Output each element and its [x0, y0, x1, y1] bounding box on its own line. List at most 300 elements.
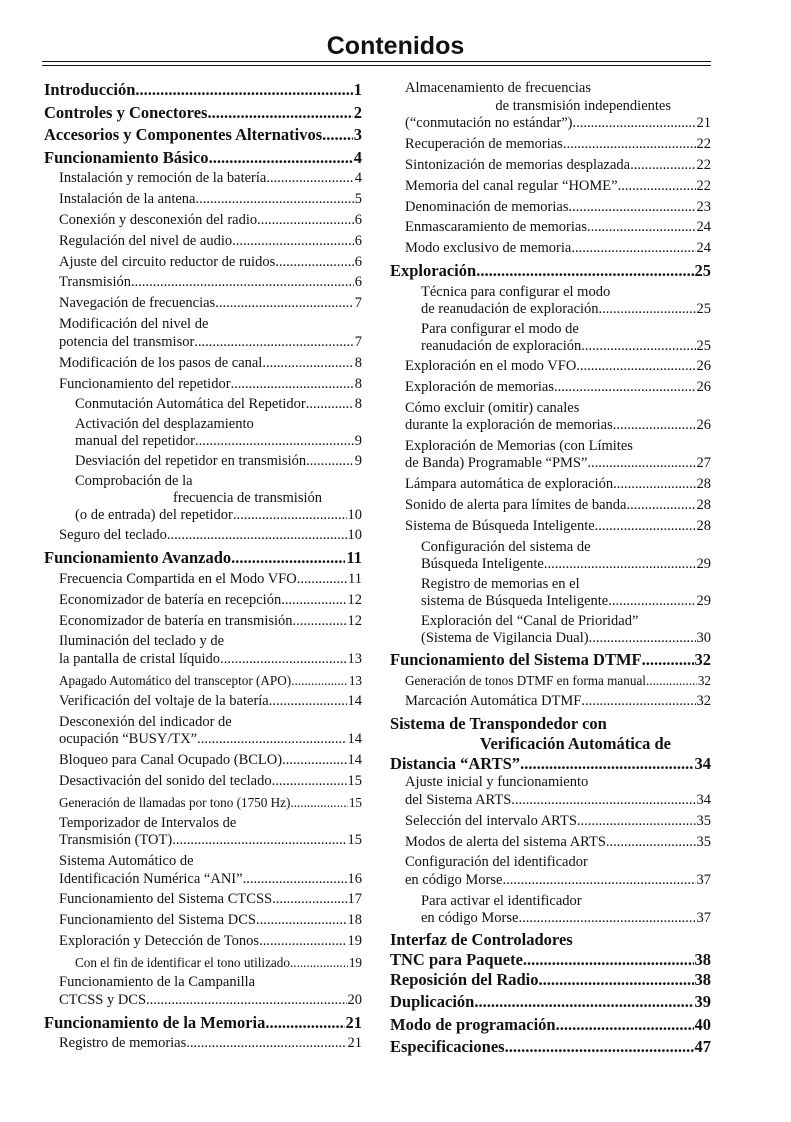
toc-entry	[44, 316, 362, 351]
toc-page-number: 1	[353, 80, 362, 99]
toc-entry-title: de Banda) Programable “PMS”	[405, 455, 588, 472]
toc-entry	[390, 613, 711, 647]
toc-page-number: 9	[354, 433, 362, 450]
toc-page-number: 22	[696, 135, 711, 152]
dot-leader	[502, 872, 695, 890]
toc-entry-title-line: Configuración del sistema de	[421, 538, 591, 555]
toc-page-number: 37	[696, 909, 711, 926]
dot-leader	[232, 233, 354, 251]
toc-entry-title: Memoria del canal regular “HOME”	[405, 177, 618, 194]
toc-entry	[390, 774, 711, 809]
page-title: Contenidos	[326, 32, 465, 60]
toc-entry-title-line: Sistema de Transpondedor con	[390, 714, 607, 734]
toc-entry-title: Introducción	[44, 80, 136, 99]
toc-page-number: 15	[347, 772, 362, 789]
dot-leader	[568, 199, 695, 217]
toc-entry	[44, 355, 362, 373]
toc-page-number: 38	[694, 969, 711, 989]
toc-entry-title: Funcionamiento del Sistema DTMF	[390, 649, 642, 669]
toc-entry	[390, 893, 711, 927]
toc-entry-title: Transmisión	[59, 274, 131, 291]
toc-page-number: 29	[696, 555, 711, 572]
toc-entry	[44, 527, 362, 545]
dot-leader	[293, 613, 347, 631]
toc-page-number: 12	[347, 612, 362, 629]
toc-page-number: 26	[696, 417, 711, 434]
dot-leader	[577, 813, 696, 831]
dot-leader	[587, 219, 696, 237]
toc-section-heading	[44, 103, 362, 123]
toc-entry	[44, 170, 362, 188]
toc-page-number: 28	[696, 497, 711, 514]
toc-entry	[390, 438, 711, 473]
dot-leader	[135, 80, 352, 100]
toc-entry-title: Conexión y desconexión del radio	[59, 211, 258, 228]
toc-page-number: 21	[345, 1012, 362, 1032]
dot-leader	[231, 548, 345, 568]
dot-leader	[571, 240, 695, 258]
toc-page-number: 6	[354, 232, 362, 249]
toc-entry-title: Ajuste del circuito reductor de ruidos	[59, 253, 276, 270]
dot-leader	[257, 212, 354, 230]
toc-page-number: 35	[696, 812, 711, 829]
toc-page-number: 18	[347, 912, 362, 929]
toc-page-number: 22	[696, 177, 711, 194]
toc-entry-title: Identificación Numérica “ANI”	[59, 870, 243, 887]
toc-entry	[44, 233, 362, 251]
toc-entry	[44, 853, 362, 888]
toc-entry-title-line: Modificación del nivel de	[59, 316, 209, 333]
toc-entry	[390, 80, 711, 133]
toc-entry	[44, 933, 362, 951]
toc-entry-title-line: Desconexión del indicador de	[59, 713, 232, 730]
toc-page-number: 35	[696, 833, 711, 850]
toc-entry-title-line: Exploración del “Canal de Prioridad”	[421, 612, 639, 629]
dot-leader	[520, 754, 693, 774]
toc-entry-title: Exploración y Detección de Tonos	[59, 933, 260, 950]
toc-entry-title: sistema de Búsqueda Inteligente	[421, 592, 609, 609]
dot-leader	[233, 507, 347, 524]
toc-page-number: 30	[696, 629, 711, 646]
toc-page-number: 11	[346, 548, 362, 568]
toc-entry	[390, 136, 711, 154]
toc-page-number: 26	[696, 357, 711, 374]
toc-entry-title: potencia del transmisor	[59, 333, 195, 350]
toc-entry-title: Bloqueo para Canal Ocupado (BCLO)	[59, 752, 283, 769]
toc-entry-title: Regulación del nivel de audio	[59, 232, 233, 249]
toc-entry	[44, 396, 362, 413]
toc-entry-title: Transmisión (TOT)	[59, 832, 173, 849]
dot-leader	[646, 672, 697, 690]
toc-page-number: 19	[347, 933, 362, 950]
toc-entry-title-line: Para activar el identificador	[421, 892, 582, 909]
dot-leader	[322, 125, 353, 145]
toc-entry	[390, 219, 711, 237]
dot-leader	[608, 593, 695, 610]
toc-entry	[44, 376, 362, 394]
toc-section-heading	[44, 125, 362, 145]
toc-entry-title: Marcación Automática DTMF	[405, 693, 582, 710]
dot-leader	[256, 912, 347, 930]
dot-leader	[539, 970, 694, 990]
toc-page-number: 13	[347, 650, 362, 667]
toc-page-number: 8	[354, 354, 362, 371]
toc-entry	[44, 714, 362, 749]
toc-page-number: 37	[696, 871, 711, 888]
toc-page-number: 13	[348, 672, 362, 688]
toc-entry	[44, 773, 362, 791]
toc-page-number: 38	[694, 949, 711, 969]
toc-entry-title: Selección del intervalo ARTS	[405, 812, 577, 829]
title-rule-top	[42, 61, 711, 62]
toc-entry-title: Conmutación Automática del Repetidor	[75, 396, 306, 413]
toc-page-number: 2	[353, 102, 362, 122]
toc-entry-title: Accesorios y Componentes Alternativos	[44, 125, 323, 144]
dot-leader	[275, 254, 354, 272]
toc-page-number: 40	[694, 1014, 711, 1034]
dot-leader	[306, 396, 354, 413]
toc-section-heading	[390, 992, 711, 1012]
toc-entry-title: de reanudación de exploración	[421, 300, 599, 317]
dot-leader	[146, 992, 346, 1010]
toc-entry-title: Reposición del Radio	[390, 969, 539, 989]
toc-entry-title: (o de entrada) del repetidor	[75, 507, 233, 524]
toc-page-number: 27	[696, 455, 711, 472]
toc-page-number: 15	[347, 832, 362, 849]
toc-page-number: 20	[347, 991, 362, 1008]
toc-entry-title-line: Verificación Automática de	[480, 734, 671, 754]
toc-entry-title: Desactivación del sonido del teclado	[59, 772, 272, 789]
dot-leader	[167, 527, 347, 545]
toc-page-number: 32	[696, 693, 711, 710]
dot-leader	[544, 556, 696, 573]
toc-page-number: 25	[696, 300, 711, 317]
toc-entry-title: ocupación “BUSY/TX”	[59, 731, 198, 748]
toc-entry-title: Modo exclusivo de memoria	[405, 240, 572, 257]
toc-entry	[44, 571, 362, 589]
toc-entry-title: Apagado Automático del transceptor (APO)	[59, 672, 292, 688]
toc-page-number: 7	[354, 295, 362, 312]
toc-entry-title: Frecuencia Compartida en el Modo VFO	[59, 570, 297, 587]
dot-leader	[606, 834, 696, 852]
toc-entry-title: Registro de memorias	[59, 1035, 187, 1052]
toc-section-heading	[390, 930, 711, 970]
toc-entry-title: Sistema de Búsqueda Inteligente	[405, 518, 595, 535]
dot-leader	[195, 191, 353, 209]
toc-page-number: 29	[696, 592, 711, 609]
toc-entry	[44, 672, 362, 690]
dot-leader	[194, 334, 353, 352]
toc-page-number: 8	[354, 375, 362, 392]
toc-section-heading	[390, 650, 711, 670]
toc-entry-title-line: Registro de memorias en el	[421, 575, 580, 592]
toc-entry-title: reanudación de exploración	[421, 337, 582, 354]
toc-page-number: 39	[694, 992, 711, 1012]
dot-leader	[186, 1035, 346, 1053]
toc-entry	[44, 633, 362, 668]
toc-entry	[390, 157, 711, 175]
dot-leader	[576, 358, 695, 376]
toc-section-heading	[44, 1013, 362, 1033]
toc-entry-title: Instalación y remoción de la batería	[59, 170, 267, 186]
toc-page-number: 25	[696, 337, 711, 354]
dot-leader	[587, 455, 695, 473]
toc-entry-title: Seguro del teclado	[59, 527, 167, 544]
dot-leader	[618, 178, 696, 196]
toc-entry-title: Denominación de memorias	[405, 198, 569, 215]
toc-entry-title: Modos de alerta del sistema ARTS	[405, 833, 606, 850]
toc-page-number: 7	[354, 333, 362, 350]
toc-entry-title-line: Configuración del identificador	[405, 854, 588, 871]
toc-entry-title: Duplicación	[390, 992, 475, 1012]
dot-leader	[209, 148, 353, 168]
dot-leader	[207, 103, 352, 123]
toc-entry	[390, 240, 711, 258]
toc-entry	[44, 752, 362, 770]
toc-entry-title: (Sistema de Vigilancia Dual)	[421, 629, 589, 646]
toc-entry	[44, 453, 362, 470]
toc-page-number: 4	[353, 147, 362, 167]
toc-entry-title: Controles y Conectores	[44, 102, 208, 122]
toc-page-number: 24	[696, 240, 711, 257]
dot-leader	[265, 1013, 344, 1033]
toc-page-number: 24	[696, 219, 711, 236]
toc-entry	[44, 473, 362, 524]
toc-entry-title: Desviación del repetidor en transmisión	[75, 453, 307, 470]
toc-page-number: 14	[347, 752, 362, 769]
toc-entry-title: Recuperación de memorias	[405, 135, 563, 152]
toc-page-number: 5	[354, 190, 362, 207]
toc-page-number: 4	[354, 170, 362, 186]
toc-page-number: 8	[354, 396, 362, 413]
toc-entry-title: Generación de tonos DTMF en forma manual	[405, 673, 646, 689]
toc-page-number: 21	[347, 1035, 362, 1052]
toc-entry-title-line: frecuencia de transmisión	[173, 490, 322, 507]
dot-leader	[266, 170, 353, 188]
toc-section-heading	[390, 261, 711, 281]
toc-entry	[390, 476, 711, 494]
toc-entry	[390, 693, 711, 711]
toc-section-heading	[44, 80, 362, 100]
dot-leader	[554, 379, 696, 397]
toc-page-number: 17	[347, 891, 362, 908]
dot-leader	[231, 376, 354, 394]
toc-page-number: 34	[694, 754, 711, 774]
toc-entry	[44, 212, 362, 230]
toc-entry-title: Exploración en el modo VFO	[405, 357, 577, 374]
dot-leader	[290, 954, 348, 971]
toc-page-number: 28	[696, 476, 711, 493]
toc-entry	[44, 912, 362, 930]
toc-page-number: 6	[354, 253, 362, 270]
dot-leader	[172, 832, 346, 850]
toc-entry-title: CTCSS y DCS	[59, 991, 147, 1008]
toc-entry-title-line: Ajuste inicial y funcionamiento	[405, 774, 589, 791]
dot-leader	[476, 261, 693, 281]
toc-entry	[390, 576, 711, 610]
toc-entry	[390, 358, 711, 376]
dot-leader	[642, 650, 694, 670]
dot-leader	[297, 571, 347, 589]
dot-leader	[272, 773, 347, 791]
toc-entry	[390, 178, 711, 196]
dot-leader	[131, 274, 354, 292]
toc-entry-title: Funcionamiento del Sistema CTCSS	[59, 891, 273, 908]
toc-entry-title: manual del repetidor	[75, 433, 195, 450]
toc-page-number: 9	[354, 453, 362, 470]
toc-entry-title: Enmascaramiento de memorias	[405, 219, 587, 236]
toc-entry-title-line: Temporizador de Intervalos de	[59, 814, 237, 831]
toc-section-heading	[390, 714, 711, 774]
toc-entry	[44, 815, 362, 850]
dot-leader	[282, 752, 346, 770]
toc-page-number: 23	[696, 198, 711, 215]
dot-leader	[259, 933, 346, 951]
toc-entry-title: Búsqueda Inteligente	[421, 555, 544, 572]
toc-entry	[390, 497, 711, 515]
toc-entry-title-line: Activación del desplazamiento	[75, 416, 254, 433]
toc-entry-title: Instalación de la antena	[59, 190, 196, 207]
toc-entry-title: Navegación de frecuencias	[59, 295, 216, 312]
toc-entry-title: Sintonización de memorias desplazada	[405, 156, 631, 173]
toc-entry	[44, 416, 362, 450]
dot-leader	[572, 115, 695, 133]
toc-entry-title: Exploración de memorias	[405, 378, 554, 395]
toc-entry-title: Verificación del voltaje de la batería	[59, 692, 269, 709]
toc-page-number: 32	[694, 649, 711, 669]
toc-entry-title-line: Comprobación de la	[75, 473, 193, 490]
dot-leader	[589, 630, 696, 647]
toc-entry-title-line: Técnica para configurar el modo	[421, 283, 611, 300]
dot-leader	[262, 355, 353, 373]
dot-leader	[556, 1015, 694, 1035]
toc-entry	[44, 954, 362, 971]
toc-page-number: 32	[697, 673, 711, 689]
toc-entry-title-line: Funcionamiento de la Campanilla	[59, 974, 256, 991]
toc-entry	[44, 974, 362, 1009]
toc-entry-title-line: Iluminación del teclado y de	[59, 633, 225, 650]
toc-entry-title: Modo de programación	[390, 1014, 556, 1034]
toc-page-number: 14	[347, 731, 362, 748]
toc-entry-title: Economizador de batería en recepción	[59, 591, 282, 608]
dot-leader	[518, 910, 695, 927]
toc-page-number: 12	[347, 591, 362, 608]
toc-page-number: 34	[696, 791, 711, 808]
toc-entry-title: Funcionamiento Avanzado	[44, 548, 232, 568]
toc-entry-title: Funcionamiento de la Memoria	[44, 1012, 266, 1032]
toc-entry	[44, 254, 362, 272]
toc-page-number: 26	[696, 378, 711, 395]
toc-entry	[44, 1035, 362, 1053]
toc-entry-title: Generación de llamadas por tono (1750 Hz)	[59, 794, 291, 810]
dot-leader	[581, 338, 695, 355]
toc-entry	[44, 191, 362, 209]
toc-entry	[390, 199, 711, 217]
toc-entry-title-line: Sistema Automático de	[59, 853, 194, 870]
toc-entry	[44, 794, 362, 812]
toc-entry-title: Lámpara automática de exploración	[405, 476, 614, 493]
toc-page-number: 6	[354, 274, 362, 291]
dot-leader	[613, 476, 695, 494]
toc-entry	[390, 284, 711, 318]
toc-section-heading	[44, 148, 362, 168]
toc-entry-title: (“conmutación no estándar”)	[405, 115, 573, 131]
dot-leader	[595, 518, 696, 536]
toc-page-number: 19	[348, 955, 362, 971]
toc-page-number: 21	[696, 115, 711, 131]
dot-leader	[290, 794, 347, 812]
toc-entry-title-line: Interfaz de Controladores	[390, 929, 573, 949]
toc-entry-title-line: Para configurar el modo de	[421, 320, 579, 337]
toc-section-heading	[390, 970, 711, 990]
dot-leader	[581, 693, 695, 711]
toc-entry-title: Funcionamiento Básico	[44, 147, 209, 167]
toc-entry	[44, 693, 362, 711]
toc-entry-title-line: Almacenamiento de frecuencias	[405, 80, 591, 96]
toc-entry	[390, 379, 711, 397]
toc-section-heading	[44, 548, 362, 568]
toc-section-heading	[390, 1015, 711, 1035]
toc-entry-title: TNC para Paquete	[390, 949, 523, 969]
toc-page-number: 28	[696, 518, 711, 535]
toc-page-number: 47	[694, 1037, 711, 1057]
toc-entry-title: Distancia “ARTS”	[390, 754, 521, 774]
toc-page-number: 10	[347, 527, 362, 544]
toc-section-heading	[390, 1037, 711, 1057]
toc-entry	[44, 295, 362, 313]
dot-leader	[243, 871, 347, 889]
toc-page-number: 22	[696, 156, 711, 173]
toc-page-number: 11	[348, 570, 362, 587]
dot-leader	[291, 672, 348, 690]
toc-page-number: 25	[694, 261, 711, 281]
toc-entry	[44, 592, 362, 610]
dot-leader	[215, 295, 354, 313]
dot-leader	[626, 497, 695, 515]
toc-page-number: 16	[347, 870, 362, 887]
toc-entry-title: Con el fin de identificar el tono utilizado	[75, 955, 290, 971]
dot-leader	[505, 1037, 694, 1057]
dot-leader	[474, 992, 693, 1012]
dot-leader	[272, 891, 346, 909]
toc-entry-title: durante la exploración de memorias	[405, 417, 613, 434]
toc-entry-title: Funcionamiento del Sistema DCS	[59, 912, 256, 929]
dot-leader	[269, 693, 347, 711]
dot-leader	[306, 453, 354, 470]
toc-entry-title: Sonido de alerta para límites de banda	[405, 497, 627, 514]
dot-leader	[195, 433, 354, 450]
toc-column-right	[390, 80, 711, 1060]
toc-entry-title: Funcionamiento del repetidor	[59, 375, 231, 392]
toc-entry	[44, 613, 362, 631]
toc-entry	[390, 672, 711, 690]
dot-leader	[599, 301, 696, 318]
title-rule-bottom	[42, 65, 711, 66]
dot-leader	[523, 950, 694, 970]
toc-entry	[390, 834, 711, 852]
toc-entry-title: Especificaciones	[390, 1037, 505, 1057]
toc-page-number: 15	[348, 794, 362, 810]
toc-entry	[390, 321, 711, 355]
dot-leader	[563, 136, 696, 154]
toc-entry	[390, 400, 711, 435]
dot-leader	[281, 592, 346, 610]
dot-leader	[630, 157, 695, 175]
toc-entry-title: Modificación de los pasos de canal	[59, 354, 263, 371]
toc-entry-title-line: Exploración de Memorias (con Límites	[405, 437, 633, 454]
dot-leader	[220, 651, 346, 669]
toc-entry	[390, 539, 711, 573]
